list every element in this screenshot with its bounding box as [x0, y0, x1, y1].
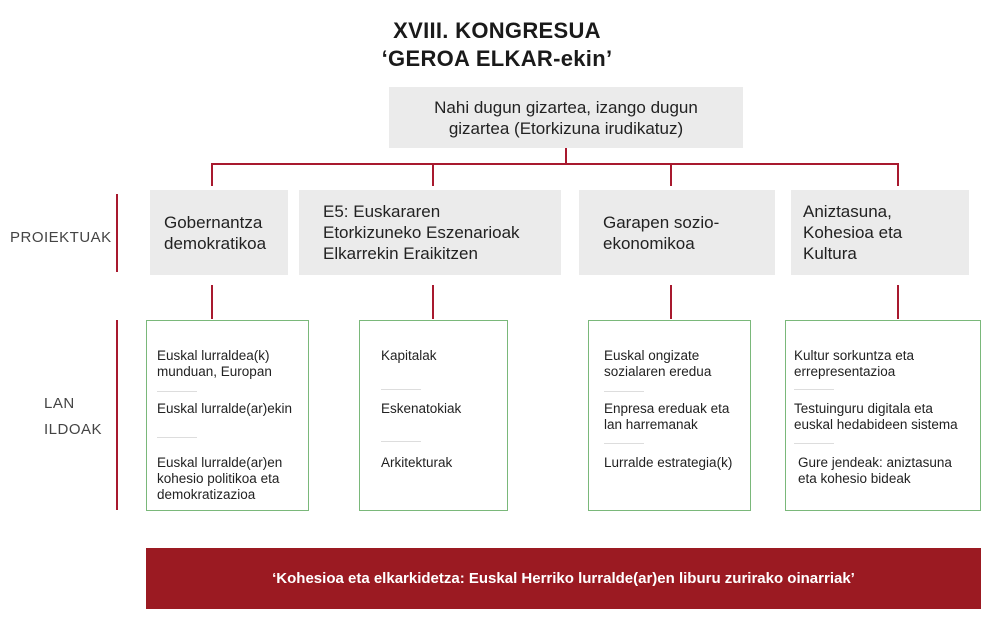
project-label: E5: Euskararen Etorkizuneko Eszenarioak Elkarrekin Eraikitzen	[323, 202, 520, 263]
divider	[157, 391, 197, 392]
connector-project-2	[432, 163, 434, 186]
connector-lines-3	[670, 285, 672, 319]
banner-label: ‘Kohesioa eta elkarkidetza: Euskal Herriko lurralde(ar)en liburu zurirako oinarriak’	[272, 570, 855, 587]
list-item: Arkitekturak	[381, 455, 453, 470]
list-item: Euskal lurralde(ar)ekin	[157, 401, 293, 416]
connector-lines-4	[897, 285, 899, 319]
lines-box-1	[146, 320, 309, 511]
divider	[794, 389, 834, 390]
root-box	[389, 87, 743, 148]
project-box-3	[579, 190, 775, 275]
connector-project-1	[211, 163, 213, 186]
list-item: Enpresa ereduak eta lan harremanak	[604, 401, 730, 432]
connector-root-down	[565, 148, 567, 164]
row-label-lines-2: ILDOAK	[44, 421, 103, 438]
divider	[604, 443, 644, 444]
list-item: Kultur sorkuntza eta errepresentazioa	[794, 348, 915, 379]
list-item: Euskal ongizate sozialaren eredua	[604, 348, 712, 379]
list-item: Lurralde estrategia(k)	[604, 455, 733, 470]
lines-box-2	[359, 320, 508, 511]
list-item: Euskal lurralde(ar)en kohesio politikoa eta demokratizazioa	[157, 455, 283, 502]
project-box-1	[150, 190, 288, 275]
divider	[381, 441, 421, 442]
divider	[794, 443, 834, 444]
title-line-2: ‘GEROA ELKAR-ekin’	[381, 46, 613, 71]
side-rule-lines	[116, 320, 118, 510]
title-line-1: XVIII. KONGRESUA	[393, 18, 601, 43]
project-box-2	[299, 190, 561, 275]
connector-project-3	[670, 163, 672, 186]
root-label: Nahi dugun gizartea, izango dugun gizartea (Etorkizuna irudikatuz)	[434, 97, 698, 138]
connector-horizontal	[211, 163, 899, 165]
connector-lines-1	[211, 285, 213, 319]
project-label: Garapen sozio-ekonomikoa	[603, 212, 720, 253]
list-item: Testuinguru digitala eta euskal hedabideen sistema	[794, 401, 958, 432]
connector-project-4	[897, 163, 899, 186]
row-label-lines-1: LAN	[44, 395, 75, 412]
list-item: Euskal lurraldea(k) munduan, Europan	[157, 348, 272, 379]
divider	[381, 389, 421, 390]
divider	[157, 437, 197, 438]
project-box-4	[791, 190, 969, 275]
project-label: Gobernantza demokratikoa	[164, 212, 267, 253]
project-label: Aniztasuna, Kohesioa eta Kultura	[803, 202, 903, 263]
list-item: Gure jendeak: aniztasuna eta kohesio bideak	[798, 455, 952, 486]
divider	[604, 391, 644, 392]
list-item: Eskenatokiak	[381, 401, 462, 416]
row-label-projects: PROIEKTUAK	[10, 229, 112, 246]
bottom-banner	[146, 548, 981, 609]
side-rule-projects	[116, 194, 118, 272]
lines-box-4	[785, 320, 981, 511]
connector-lines-2	[432, 285, 434, 319]
list-item: Kapitalak	[381, 348, 437, 363]
lines-box-3	[588, 320, 751, 511]
